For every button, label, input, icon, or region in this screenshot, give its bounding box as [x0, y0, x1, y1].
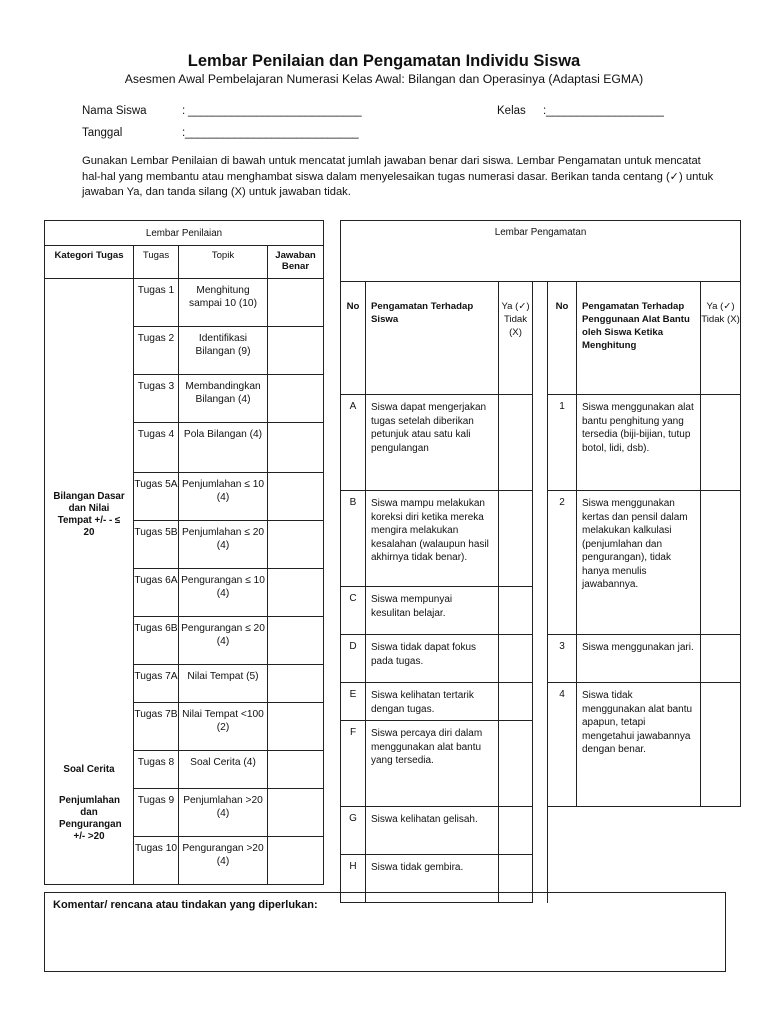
topic-cell: Soal Cerita (4): [179, 751, 268, 789]
answer-cell[interactable]: [268, 703, 324, 751]
task-cell: Tugas 6A: [134, 569, 179, 617]
task-cell: Tugas 1: [134, 279, 179, 327]
obs-check[interactable]: [499, 587, 533, 635]
page-subtitle: Asesmen Awal Pembelajaran Numerasi Kelas Awal: Bilangan dan Operasinya (Adaptasi EGMA): [124, 72, 644, 86]
pengamatan-table: [340, 220, 741, 903]
penilaian-header: Lembar Penilaian: [45, 221, 324, 246]
col-pengamatan-alat: Pengamatan Terhadap Penggunaan Alat Bantu oleh Siswa Ketika Menghitung: [577, 282, 701, 395]
category-bilangan: Bilangan Dasar dan Nilai Tempat +/- - ≤ 20: [45, 279, 134, 751]
obs-text: Siswa tidak dapat fokus pada tugas.: [366, 635, 499, 683]
obs-no: H: [341, 855, 366, 903]
topic-cell: Pengurangan >20 (4): [179, 837, 268, 885]
task-cell: Tugas 3: [134, 375, 179, 423]
task-cell: Tugas 5A: [134, 473, 179, 521]
answer-cell[interactable]: [268, 789, 324, 837]
alat-check[interactable]: [701, 635, 741, 683]
obs-no: E: [341, 683, 366, 721]
category-penjumlahan: Penjumlahan dan Pengurangan +/- >20: [45, 789, 134, 885]
alat-check[interactable]: [701, 491, 741, 635]
task-cell: Tugas 4: [134, 423, 179, 473]
obs-text: Siswa percaya diri dalam menggunakan alat bantu yang tersedia.: [366, 721, 499, 807]
obs-no: B: [341, 491, 366, 587]
instructions: Gunakan Lembar Penilaian di bawah untuk mencatat jumlah jawaban benar dari siswa. Lembar Pengamatan untuk mencatat hal-hal yang membantu atau menghambat siswa dalam menyelesaikan tugas numerasi dasar. Berikan tanda centang (✓) untuk jawaban Ya, dan tanda silang (X) untuk jawaban tidak.: [82, 155, 714, 198]
obs-text: Siswa mampu melakukan koreksi diri ketika mereka mengira melakukan kesalahan (walaupun hasil akhirnya tidak benar).: [366, 491, 499, 587]
col-kategori: Kategori Tugas: [45, 246, 134, 279]
nama-siswa-field[interactable]: : ____________________________: [182, 105, 362, 117]
page-title: Lembar Penilaian dan Pengamatan Individu Siswa: [187, 52, 581, 70]
alat-no: 1: [548, 395, 577, 491]
obs-check[interactable]: [499, 807, 533, 855]
task-cell: Tugas 9: [134, 789, 179, 837]
col-no: No: [341, 282, 366, 395]
topic-cell: Pengurangan ≤ 20 (4): [179, 617, 268, 665]
topic-cell: Penjumlahan >20 (4): [179, 789, 268, 837]
obs-no: A: [341, 395, 366, 491]
topic-cell: Menghitung sampai 10 (10): [179, 279, 268, 327]
topic-cell: Penjumlahan ≤ 20 (4): [179, 521, 268, 569]
task-cell: Tugas 6B: [134, 617, 179, 665]
task-cell: Tugas 7A: [134, 665, 179, 703]
topic-cell: Pengurangan ≤ 10 (4): [179, 569, 268, 617]
alat-text: Siswa tidak menggunakan alat bantu apapun, tetapi mengetahui jawabannya dengan benar.: [577, 683, 701, 807]
topic-cell: Penjumlahan ≤ 10 (4): [179, 473, 268, 521]
alat-no: 3: [548, 635, 577, 683]
penilaian-table: [44, 220, 324, 885]
topic-cell: Membandingkan Bilangan (4): [179, 375, 268, 423]
answer-cell[interactable]: [268, 327, 324, 375]
answer-cell[interactable]: [268, 521, 324, 569]
col-ya-tidak: Ya (✓) Tidak (X): [499, 282, 533, 395]
alat-text: Siswa menggunakan jari.: [577, 635, 701, 683]
kelas-field[interactable]: :___________________: [543, 105, 664, 117]
comment-box[interactable]: [44, 892, 726, 972]
topic-cell: Pola Bilangan (4): [179, 423, 268, 473]
blank-area: [548, 807, 741, 903]
kelas-label: Kelas: [497, 105, 526, 117]
obs-text: Siswa mempunyai kesulitan belajar.: [366, 587, 499, 635]
answer-cell[interactable]: [268, 837, 324, 885]
task-cell: Tugas 7B: [134, 703, 179, 751]
comment-label: Komentar/ rencana atau tindakan yang diperlukan:: [53, 899, 318, 911]
task-cell: Tugas 10: [134, 837, 179, 885]
col-topik: Topik: [179, 246, 268, 279]
answer-cell[interactable]: [268, 279, 324, 327]
col-tugas: Tugas: [134, 246, 179, 279]
obs-text: Siswa tidak gembira.: [366, 855, 499, 903]
obs-text: Siswa kelihatan gelisah.: [366, 807, 499, 855]
tanggal-field[interactable]: :____________________________: [182, 127, 359, 139]
obs-no: D: [341, 635, 366, 683]
obs-check[interactable]: [499, 491, 533, 587]
obs-check[interactable]: [499, 395, 533, 491]
alat-no: 4: [548, 683, 577, 807]
topic-cell: Nilai Tempat <100 (2): [179, 703, 268, 751]
alat-check[interactable]: [701, 683, 741, 807]
alat-no: 2: [548, 491, 577, 635]
obs-text: Siswa kelihatan tertarik dengan tugas.: [366, 683, 499, 721]
answer-cell[interactable]: [268, 375, 324, 423]
task-cell: Tugas 5B: [134, 521, 179, 569]
answer-cell[interactable]: [268, 617, 324, 665]
answer-cell[interactable]: [268, 423, 324, 473]
category-soal-cerita: Soal Cerita: [45, 751, 134, 789]
tanggal-label: Tanggal: [82, 127, 123, 139]
alat-text: Siswa menggunakan alat bantu penghitung yang tersedia (biji-bijian, tutup botol, lidi, dsb).: [577, 395, 701, 491]
col-jawaban: Jawaban Benar: [268, 246, 324, 279]
task-cell: Tugas 8: [134, 751, 179, 789]
topic-cell: Nilai Tempat (5): [179, 665, 268, 703]
obs-no: G: [341, 807, 366, 855]
obs-text: Siswa dapat mengerjakan tugas setelah diberikan petunjuk atau satu kali pengulangan: [366, 395, 499, 491]
answer-cell[interactable]: [268, 569, 324, 617]
task-cell: Tugas 2: [134, 327, 179, 375]
obs-check[interactable]: [499, 683, 533, 721]
answer-cell[interactable]: [268, 473, 324, 521]
obs-no: F: [341, 721, 366, 807]
alat-text: Siswa menggunakan kertas dan pensil dalam melakukan kalkulasi (penjumlahan dan pengurangan), tidak hanya menulis jawabannya.: [577, 491, 701, 635]
alat-check[interactable]: [701, 395, 741, 491]
pengamatan-header: Lembar Pengamatan: [341, 221, 741, 282]
obs-no: C: [341, 587, 366, 635]
column-gap: [533, 282, 548, 903]
answer-cell[interactable]: [268, 751, 324, 789]
obs-check[interactable]: [499, 635, 533, 683]
topic-cell: Identifikasi Bilangan (9): [179, 327, 268, 375]
col-pengamatan-siswa: Pengamatan Terhadap Siswa: [366, 282, 499, 395]
answer-cell[interactable]: [268, 665, 324, 703]
col-no-2: No: [548, 282, 577, 395]
nama-siswa-label: Nama Siswa: [82, 105, 147, 117]
obs-check[interactable]: [499, 721, 533, 807]
col-ya-tidak-2: Ya (✓) Tidak (X): [701, 282, 741, 395]
